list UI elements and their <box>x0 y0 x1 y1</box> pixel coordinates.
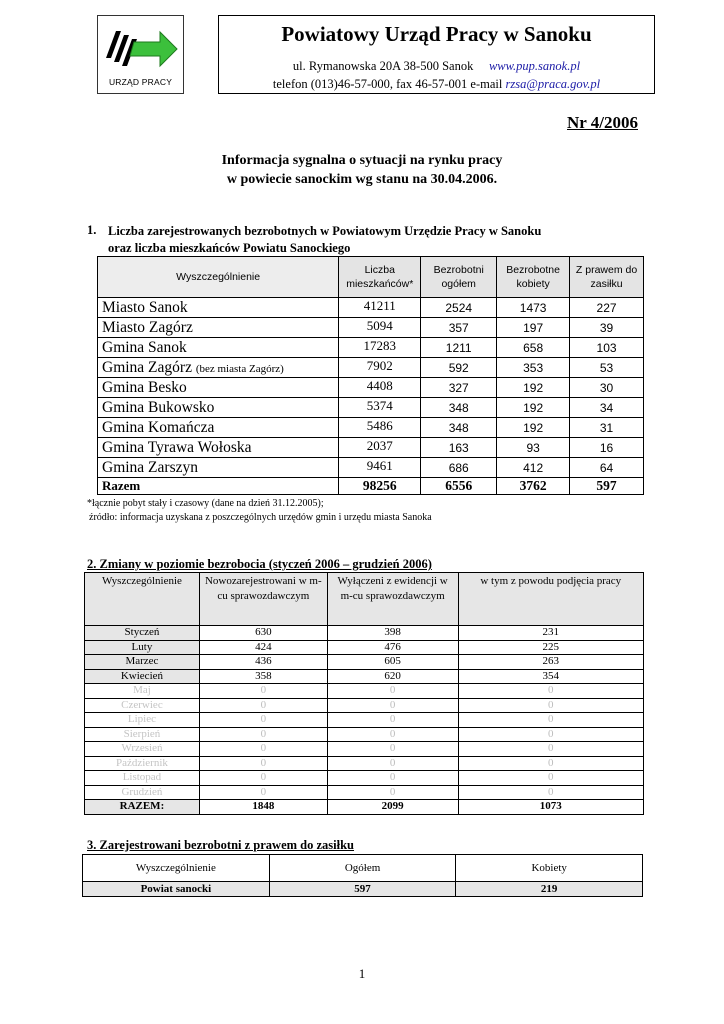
table-row <box>98 318 644 338</box>
table-row <box>85 698 644 713</box>
benefit-cell: 53 <box>570 358 644 378</box>
total-benefit: 597 <box>570 478 644 495</box>
work-cell: 0 <box>458 684 643 699</box>
area-name-cell <box>98 338 339 358</box>
benefit-cell: 34 <box>570 398 644 418</box>
header-box <box>218 15 655 94</box>
women-cell: 192 <box>497 418 570 438</box>
table-row <box>98 458 644 478</box>
work-cell: 0 <box>458 785 643 800</box>
new-cell: 436 <box>199 655 327 670</box>
total-women: 3762 <box>497 478 570 495</box>
info-title <box>0 151 724 189</box>
table-row <box>85 626 644 641</box>
benefit-cell: 39 <box>570 318 644 338</box>
info-title-line2: w powiecie sanockim wg stanu na 30.04.2006. <box>226 172 498 187</box>
removed-cell: 0 <box>327 756 458 771</box>
new-cell: 358 <box>199 669 327 684</box>
new-cell: 0 <box>199 742 327 757</box>
population-cell: 4408 <box>339 378 421 398</box>
area-name-cell <box>98 458 339 478</box>
header-cell: Ogółem <box>269 855 456 882</box>
total-population: 98256 <box>339 478 421 495</box>
population-cell: 5486 <box>339 418 421 438</box>
total-label: Razem <box>98 478 339 495</box>
month-cell: Kwiecień <box>85 669 200 684</box>
area-name: Gmina Bukowsko <box>102 398 215 416</box>
area-name: Gmina Tyrawa Wołoska <box>102 438 252 456</box>
women-cell: 658 <box>497 338 570 358</box>
area-name-cell <box>98 358 339 378</box>
unemployed-cell: 2524 <box>421 298 497 318</box>
benefit-cell: 227 <box>570 298 644 318</box>
population-cell: 41211 <box>339 298 421 318</box>
unemployed-cell: 1211 <box>421 338 497 358</box>
area-name: Miasto Zagórz <box>102 318 193 336</box>
population-cell: 7902 <box>339 358 421 378</box>
table-row <box>85 655 644 670</box>
section3-heading: 3. Zarejestrowani bezrobotni z prawem do zasiłku <box>87 838 355 852</box>
area-name-cell <box>98 298 339 318</box>
table-row <box>98 438 644 458</box>
work-cell: 354 <box>458 669 643 684</box>
total-removed: 2099 <box>327 800 458 815</box>
table-row <box>98 398 644 418</box>
women-cell: 219 <box>456 882 643 897</box>
new-cell: 0 <box>199 684 327 699</box>
benefit-cell: 31 <box>570 418 644 438</box>
month-cell: Czerwiec <box>85 698 200 713</box>
table-row <box>85 640 644 655</box>
table-row <box>85 742 644 757</box>
total-work: 1073 <box>458 800 643 815</box>
women-cell: 197 <box>497 318 570 338</box>
month-cell: Sierpień <box>85 727 200 742</box>
month-cell: Luty <box>85 640 200 655</box>
area-name: Gmina Sanok <box>102 338 187 356</box>
month-cell: Październik <box>85 756 200 771</box>
work-cell: 231 <box>458 626 643 641</box>
work-cell: 0 <box>458 771 643 786</box>
office-title: Powiatowy Urząd Pracy w Sanoku <box>281 22 592 46</box>
region-cell: Powiat sanocki <box>83 882 270 897</box>
header-cell: Nowozarejestrowani w m-cu sprawozdawczym <box>199 573 327 626</box>
unemployed-cell: 163 <box>421 438 497 458</box>
new-cell: 424 <box>199 640 327 655</box>
women-cell: 412 <box>497 458 570 478</box>
benefit-cell: 103 <box>570 338 644 358</box>
women-cell: 192 <box>497 398 570 418</box>
table-row <box>85 785 644 800</box>
area-name-cell <box>98 418 339 438</box>
work-cell: 225 <box>458 640 643 655</box>
area-name: Gmina Besko <box>102 378 187 396</box>
header-cell: Wyszczególnienie <box>85 573 200 626</box>
removed-cell: 0 <box>327 785 458 800</box>
section1-number: 1. <box>87 223 97 237</box>
logo-text: URZĄD PRACY <box>108 77 173 87</box>
work-cell: 0 <box>458 713 643 728</box>
phone-text: telefon (013)46-57-000, fax 46-57-001 e-mail <box>272 77 503 91</box>
unemployed-cell: 348 <box>421 398 497 418</box>
removed-cell: 620 <box>327 669 458 684</box>
table-header-row <box>85 573 644 626</box>
header-cell: Bezrobotni ogółem <box>421 257 497 298</box>
table-row <box>85 727 644 742</box>
total-label: RAZEM: <box>85 800 200 815</box>
section2-heading: 2. Zmiany w poziomie bezrobocia (styczeń 2006 – grudzień 2006) <box>87 557 432 571</box>
section1-heading-line1: Liczba zarejestrowanych bezrobotnych w Powiatowym Urzędzie Pracy w Sanoku <box>108 224 542 238</box>
table-row <box>85 713 644 728</box>
month-cell: Listopad <box>85 771 200 786</box>
logo <box>97 15 184 94</box>
area-name-cell <box>98 378 339 398</box>
contact-line <box>219 77 654 92</box>
table-row <box>85 669 644 684</box>
removed-cell: 0 <box>327 698 458 713</box>
address: ul. Rymanowska 20A 38-500 Sanok <box>292 59 474 73</box>
population-cell: 2037 <box>339 438 421 458</box>
population-footnote: *łącznie pobyt stały i czasowy (dane na dzień 31.12.2005); <box>87 498 324 509</box>
removed-cell: 0 <box>327 771 458 786</box>
area-name-cell <box>98 438 339 458</box>
monthly-changes-table <box>84 572 644 815</box>
header-cell: Kobiety <box>456 855 643 882</box>
women-cell: 1473 <box>497 298 570 318</box>
removed-cell: 398 <box>327 626 458 641</box>
work-cell: 0 <box>458 698 643 713</box>
area-name: Gmina Komańcza <box>102 418 215 436</box>
table-row <box>83 882 643 897</box>
new-cell: 0 <box>199 771 327 786</box>
new-cell: 0 <box>199 756 327 771</box>
month-cell: Styczeń <box>85 626 200 641</box>
unemployed-cell: 327 <box>421 378 497 398</box>
women-cell: 353 <box>497 358 570 378</box>
month-cell: Lipiec <box>85 713 200 728</box>
unemployed-cell: 686 <box>421 458 497 478</box>
header-cell: Z prawem do zasiłku <box>570 257 644 298</box>
women-cell: 93 <box>497 438 570 458</box>
table-row <box>98 298 644 318</box>
address-line <box>219 59 654 74</box>
population-cell: 17283 <box>339 338 421 358</box>
total-row <box>85 800 644 815</box>
new-cell: 630 <box>199 626 327 641</box>
table-row <box>98 358 644 378</box>
table-row <box>85 771 644 786</box>
benefit-cell: 30 <box>570 378 644 398</box>
area-suffix: (bez miasta Zagórz) <box>195 362 284 375</box>
total-new: 1848 <box>199 800 327 815</box>
unemployed-cell: 592 <box>421 358 497 378</box>
unemployed-cell: 357 <box>421 318 497 338</box>
removed-cell: 0 <box>327 684 458 699</box>
table-header-row <box>83 855 643 882</box>
population-cell: 5374 <box>339 398 421 418</box>
header-cell: Wyszczególnienie <box>98 257 339 298</box>
unemployment-table <box>97 256 644 495</box>
header-cell: Bezrobotne kobiety <box>497 257 570 298</box>
benefit-cell: 16 <box>570 438 644 458</box>
work-cell: 263 <box>458 655 643 670</box>
population-cell: 9461 <box>339 458 421 478</box>
removed-cell: 0 <box>327 727 458 742</box>
new-cell: 0 <box>199 713 327 728</box>
table-header-row <box>98 257 644 298</box>
area-name: Gmina Zagórz <box>102 358 192 376</box>
month-cell: Maj <box>85 684 200 699</box>
header-cell: w tym z powodu podjęcia pracy <box>458 573 643 626</box>
website-link[interactable]: www.pup.sanok.pl <box>488 59 581 73</box>
total-cell: 597 <box>269 882 456 897</box>
area-name-cell <box>98 318 339 338</box>
email-link[interactable]: rzsa@praca.gov.pl <box>505 77 601 91</box>
population-cell: 5094 <box>339 318 421 338</box>
women-cell: 192 <box>497 378 570 398</box>
work-cell: 0 <box>458 742 643 757</box>
month-cell: Wrzesień <box>85 742 200 757</box>
section1-heading-line2: oraz liczba mieszkańców Powiatu Sanockiego <box>108 241 351 255</box>
total-row <box>98 478 644 495</box>
header-cell: Wyłączeni z ewidencji w m-cu sprawozdawczym <box>327 573 458 626</box>
work-cell: 0 <box>458 727 643 742</box>
removed-cell: 476 <box>327 640 458 655</box>
removed-cell: 605 <box>327 655 458 670</box>
work-cell: 0 <box>458 756 643 771</box>
total-unemployed: 6556 <box>421 478 497 495</box>
source-footnote: źródło: informacja uzyskana z poszczególnych urzędów gmin i urzędu miasta Sanoka <box>89 512 432 523</box>
month-cell: Grudzień <box>85 785 200 800</box>
bulletin-number: Nr 4/2006 <box>567 113 638 132</box>
new-cell: 0 <box>199 785 327 800</box>
month-cell: Marzec <box>85 655 200 670</box>
table-row <box>98 418 644 438</box>
new-cell: 0 <box>199 698 327 713</box>
table-row <box>98 378 644 398</box>
unemployed-cell: 348 <box>421 418 497 438</box>
removed-cell: 0 <box>327 713 458 728</box>
header-cell: Wyszczególnienie <box>83 855 270 882</box>
benefit-cell: 64 <box>570 458 644 478</box>
area-name: Gmina Zarszyn <box>102 458 198 476</box>
new-cell: 0 <box>199 727 327 742</box>
benefit-table <box>82 854 643 897</box>
logo-arrow-icon <box>104 26 180 76</box>
table-row <box>98 338 644 358</box>
table-row <box>85 756 644 771</box>
table-row <box>85 684 644 699</box>
page-number: 1 <box>358 966 366 981</box>
area-name-cell <box>98 398 339 418</box>
section1-heading <box>108 223 541 257</box>
removed-cell: 0 <box>327 742 458 757</box>
area-name: Miasto Sanok <box>102 298 188 316</box>
info-title-line1: Informacja sygnalna o sytuacji na rynku pracy <box>221 153 503 168</box>
header-cell: Liczba mieszkańców* <box>339 257 421 298</box>
